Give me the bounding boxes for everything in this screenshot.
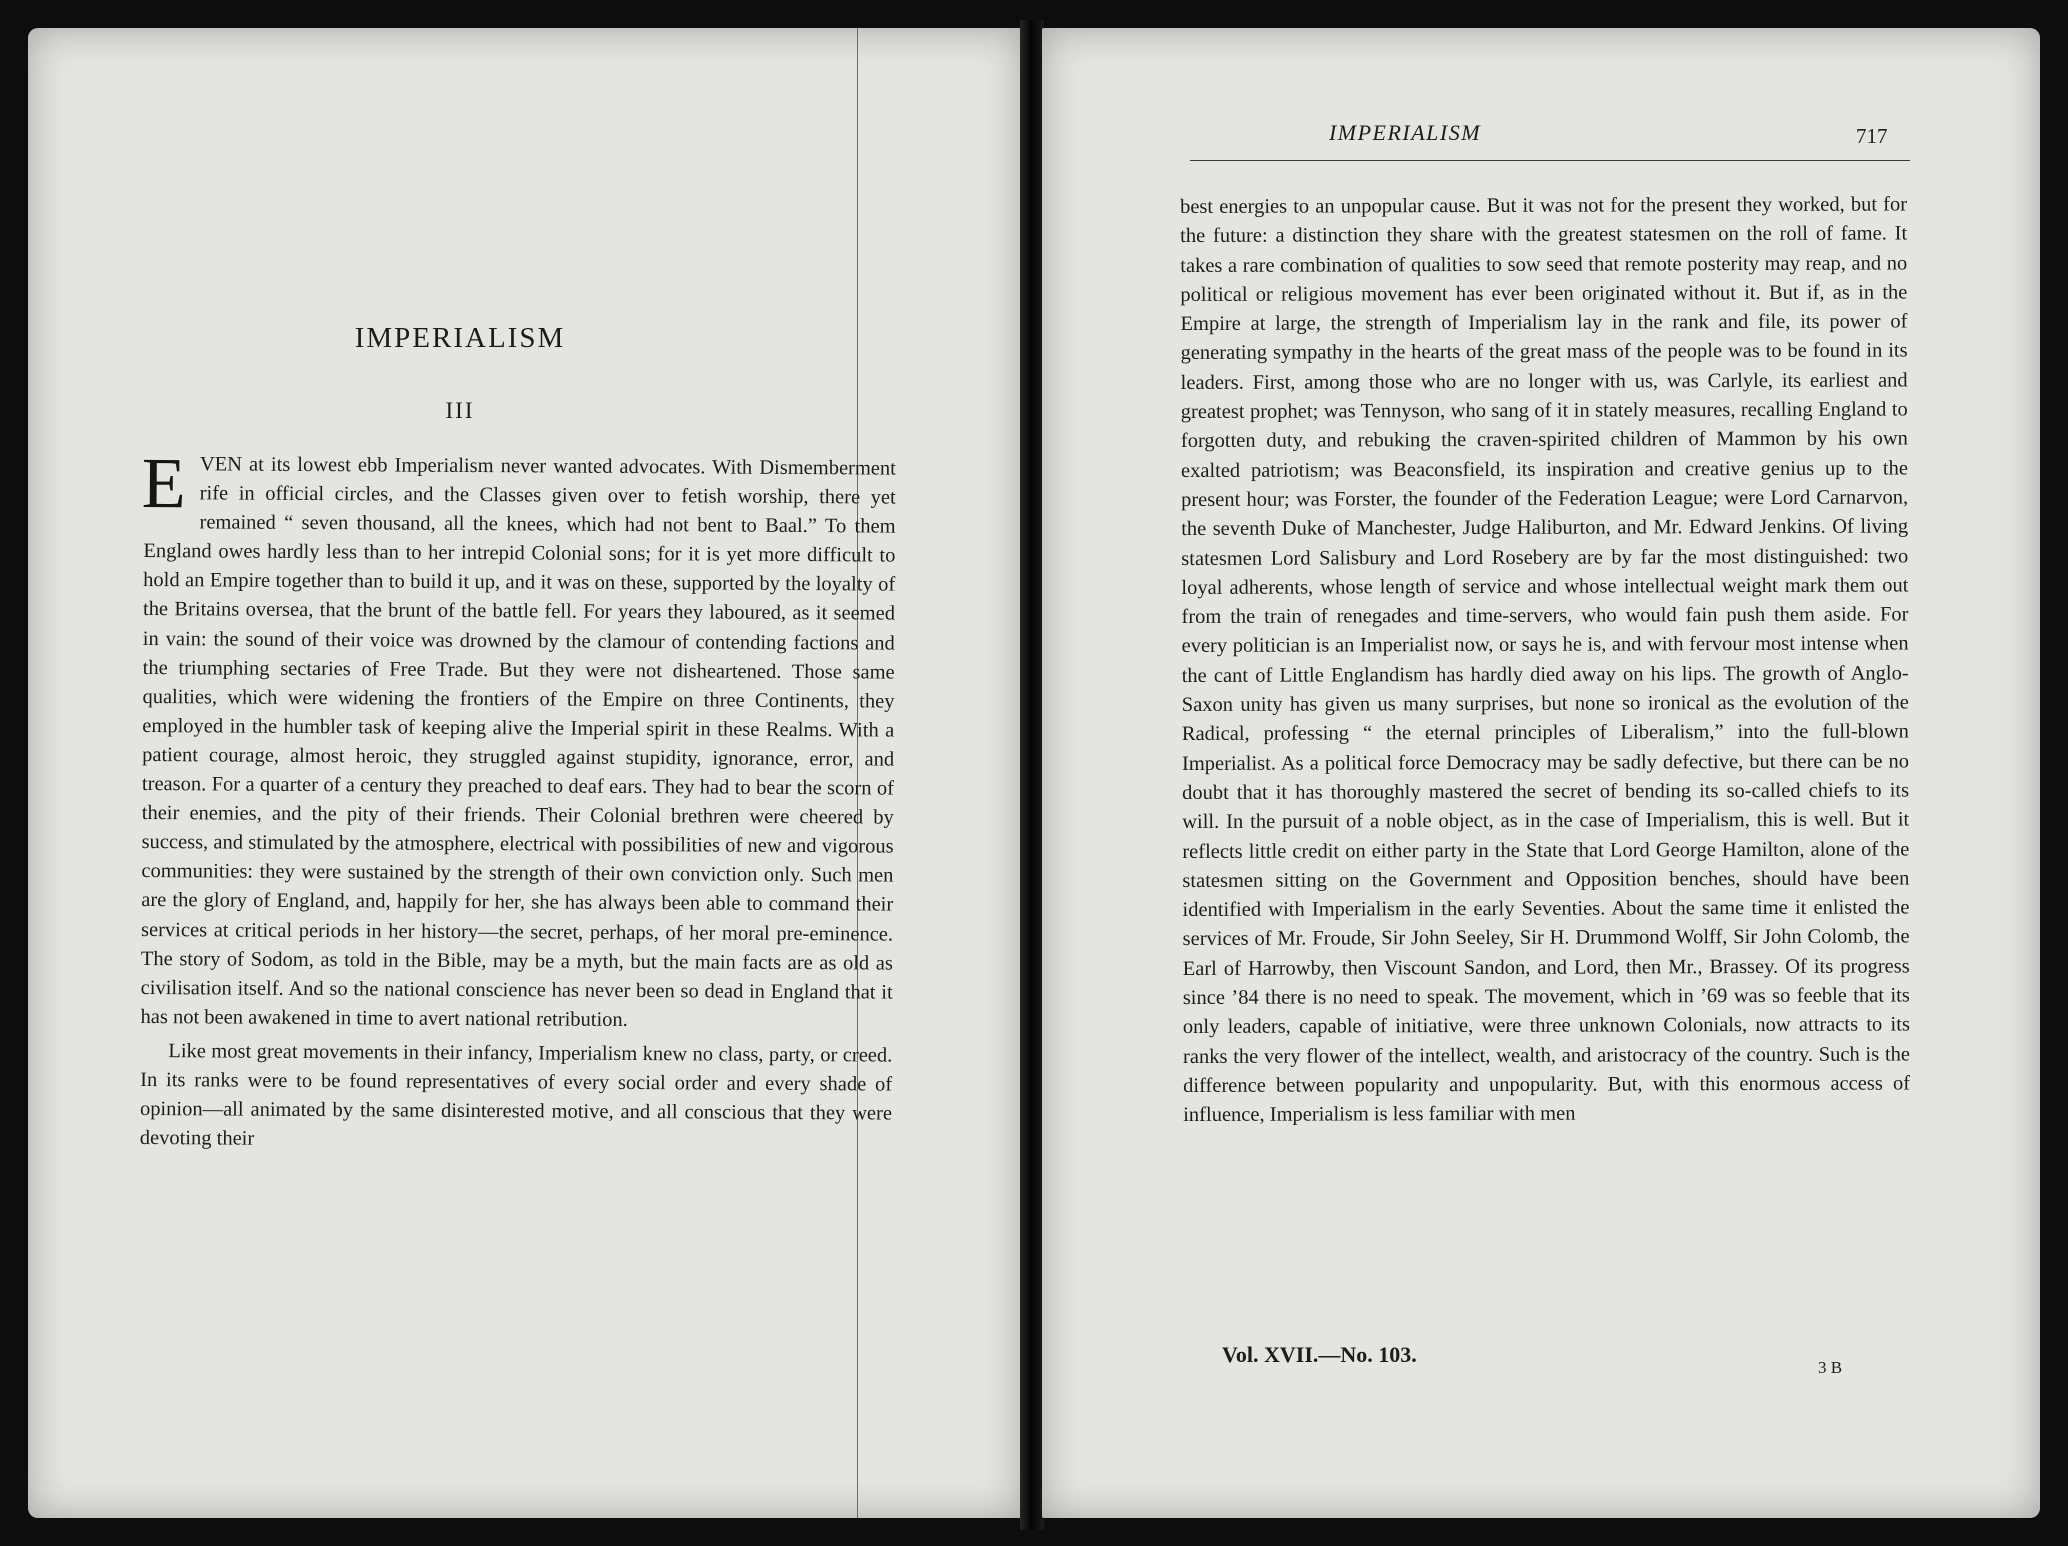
article-title: IMPERIALISM bbox=[354, 322, 566, 354]
book-spine bbox=[1020, 20, 1044, 1530]
running-head: IMPERIALISM bbox=[1328, 120, 1482, 145]
drop-cap: E bbox=[141, 442, 187, 524]
part-number: III bbox=[445, 398, 475, 423]
left-body-text bbox=[139, 442, 896, 1158]
signature-mark: 3 B bbox=[1818, 1358, 1843, 1377]
paragraph: best energies to an unpopular cause. But it was not for the present they worked, but for the future: a distinction they share with the greatest statesmen on the roll of fame. It takes a rare combination of qualities to sow seed that remote posterity may reap, and no political or religious movement has ever been originated without it. But if, as in the Empire at large, the strength of Imperialism lay in the rank and file, its power of generating sympathy in the hearts of the great mass of the people was to be found in its leaders. First, among those who are no longer with us, was Carlyle, its earliest and greatest prophet; was Tennyson, who sang of it in stately measures, recalling England to forgotten duty, and rebuking the craven-spirited children of Mammon by his own exalted patriotism; was Beaconsfield, its inspiration and creative genius up to the present hour; was Forster, the founder of the Federation League; were Lord Carnarvon, the seventh Duke of Manchester, Judge Haliburton, and Mr. Edward Jenkins. Of living statesmen Lord Salisbury and Lord Rosebery are by far the most distinguished: two loyal adherents, whose length of service and whose intellectual weight mark them out from the train of renegades and time-servers, who would fain push them aside. For every politician is an Imperialist now, or says he is, and with fervour most intense when the cant of Little Englandism has hardly died away on his lips. The growth of Anglo-Saxon unity has given us many surprises, but none so ironical as the evolution of the Radical, professing “ the eternal principles of Liberalism,” into the full-blown Imperialist. As a political force Democracy may be sadly defective, but there can be no doubt that it has thoroughly mastered the secret of bending its so-called chiefs to its will. In the pursuit of a noble object, as in the case of Imperialism, this is well. But it reflects little credit on either party in the State that Lord George Hamilton, alone of the statesmen sitting on the Government and Opposition benches, should have been identified with Imperialism in the early Seventies. About the same time it enlisted the services of Mr. Froude, Sir John Seeley, Sir H. Drummond Wolff, Sir John Colomb, the Earl of Harrowby, then Viscount Sandon, and Lord, then Mr., Brassey. Of its progress since ’84 there is no need to speak. The movement, which in ’69 was so feeble that its only leaders, capable of initiative, were three unknown Colonials, now attracts to its ranks the very flower of the intellect, wealth, and aristocracy of the country. Such is the difference between popularity and unpopularity. But, with this enormous access of influence, Imperialism is less familiar with men bbox=[1180, 193, 1911, 1127]
paragraph bbox=[140, 442, 896, 1036]
right-body-text bbox=[1180, 190, 1910, 1130]
page-number: 717 bbox=[1856, 124, 1888, 148]
paragraph-text: VEN at its lowest ebb Imperialism never wanted advocates. With Dismemberment rife in official circles, and the Classes given over to fetish worship, there yet remained “ seven thousand, all the knees, which had not bent to Baal.” To them England owes hardly less than to her intrepid Colonial sons; for it is yet more difficult to hold an Empire together than to build it up, and it was on these, supported by the loyalty of the Britains oversea, that the brunt of the battle fell. For years they laboured, as it seemed in vain: the sound of their voice was drowned by the clamour of contending factions and the triumphing sectaries of Free Trade. But they were not disheartened. Those same qualities, which were widening the frontiers of the Empire on three Continents, they employed in the humbler task of keeping alive the Imperial spirit in these Realms. With a patient courage, almost heroic, they struggled against stupidity, ignorance, error, and treason. For a quarter of a century they preached to deaf ears. They had to bear the scorn of their enemies, and the pity of their friends. Their Colonial brethren were cheered by success, and stimulated by the atmosphere, electrical with possibilities of new and vigorous communities: they were sustained by the strength of their own conviction only. Such men are the glory of England, and, happily for her, she has always been able to command their services at critical periods in her history—the secret, perhaps, of her moral pre-eminence. The story of Sodom, as told in the Bible, may be a myth, but the main facts are as old as civilisation itself. And so the national conscience has never been so dead in England that it has not been awakened in time to avert national retribution. bbox=[140, 453, 896, 1031]
header-rule bbox=[1190, 160, 1910, 161]
paragraph: Like most great movements in their infancy, Imperialism knew no class, party, or creed. In its ranks were to be found representatives of every social order and every shade of opinion—all animated by the same disinterested motive, and all conscious that they were devoting their bbox=[139, 1040, 893, 1150]
volume-footer: Vol. XVII.—No. 103. bbox=[1222, 1342, 1417, 1367]
